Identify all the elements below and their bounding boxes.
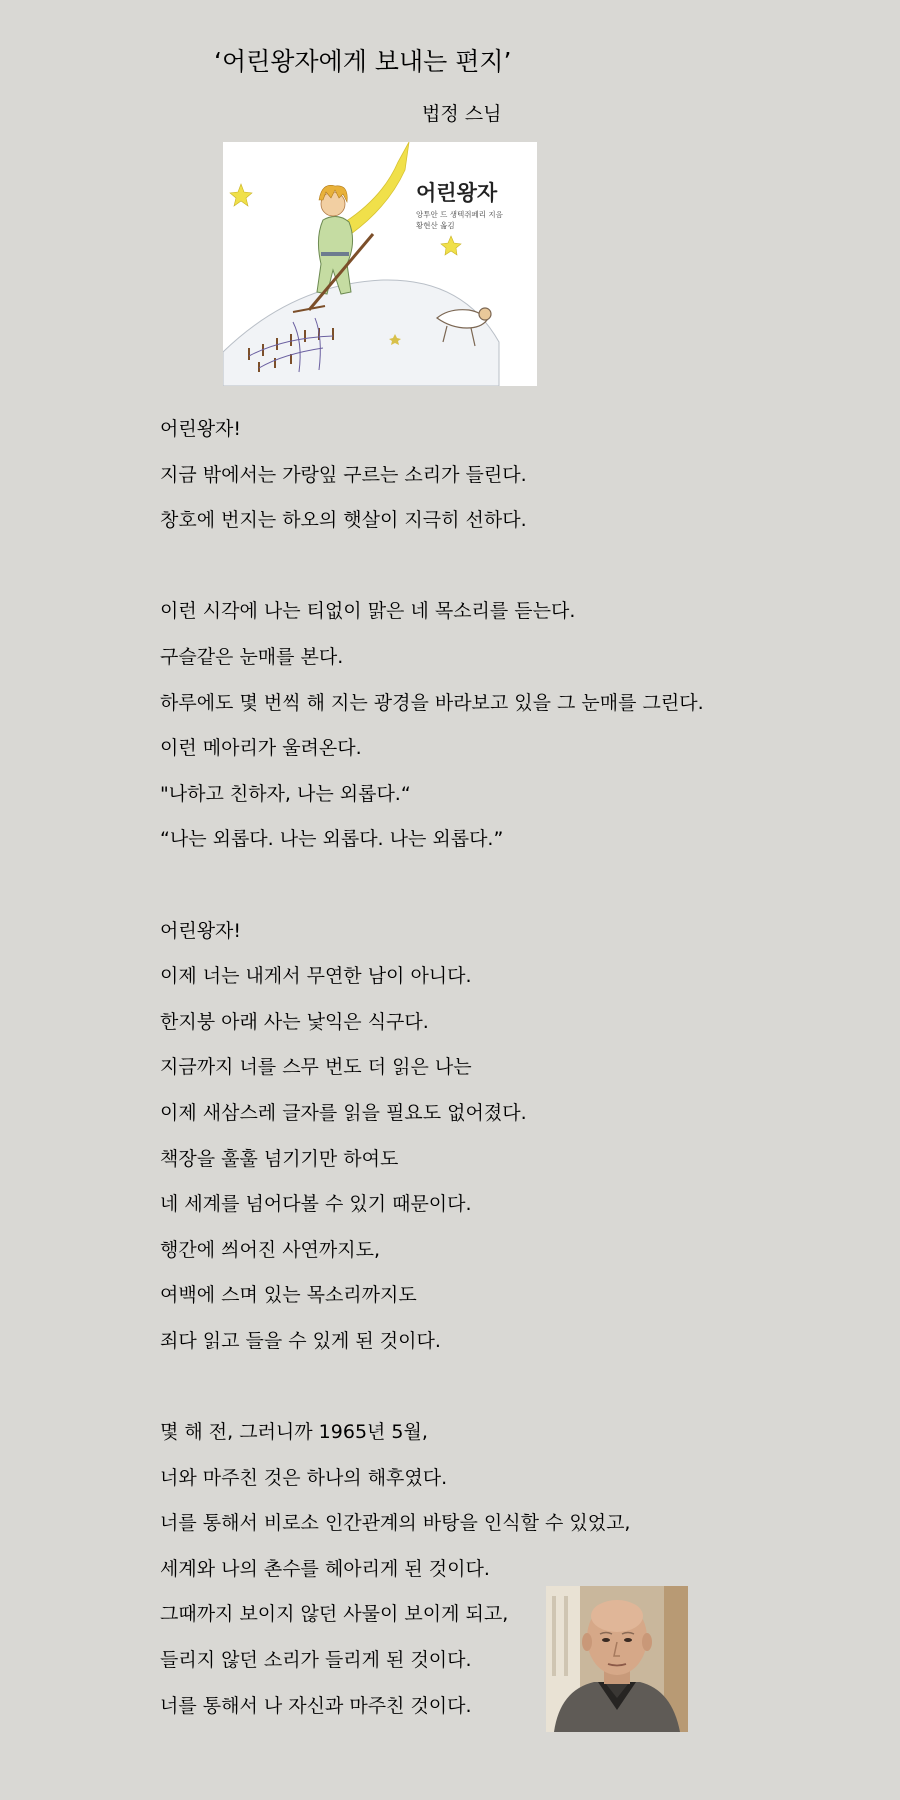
letter-line: 몇 해 전, 그러니까 1965년 5월, (160, 1421, 428, 1444)
letter-line: 죄다 읽고 들을 수 있게 된 것이다. (160, 1329, 441, 1352)
cover-translator-credit: 황현산 옮김 (416, 221, 455, 230)
letter-line: 너를 통해서 나 자신과 마주친 것이다. (160, 1694, 472, 1717)
paragraph-break (160, 550, 880, 596)
paragraph-break (160, 869, 880, 915)
monk-portrait-image (546, 1586, 688, 1732)
letter-line: 지금 밖에서는 가랑잎 구르는 소리가 들린다. (160, 463, 527, 486)
letter-line: "나하고 친하자, 나는 외롭다.“ (160, 782, 411, 805)
letter-line: 세계와 나의 촌수를 헤아리게 된 것이다. (160, 1557, 490, 1580)
book-cover-image (223, 142, 537, 386)
letter-line: 구슬같은 눈매를 본다. (160, 645, 344, 668)
author-name: 법정 스님 (422, 103, 502, 125)
letter-line: 이런 메아리가 울려온다. (160, 737, 362, 760)
letter-line: 너를 통해서 비로소 인간관계의 바탕을 인식할 수 있었고, (160, 1512, 631, 1535)
page-title: ‘어린왕자에게 보내는 편지’ (214, 47, 512, 76)
letter-line: “나는 외롭다. 나는 외롭다. 나는 외롭다.” (160, 828, 504, 851)
letter-line: 들리지 않던 소리가 들리게 된 것이다. (160, 1649, 472, 1672)
letter-line: 한지붕 아래 사는 낯익은 식구다. (160, 1010, 429, 1033)
letter-line: 이제 너는 내게서 무연한 남이 아니다. (160, 965, 472, 988)
little-prince-illustration (223, 142, 537, 386)
letter-line: 하루에도 몇 번씩 해 지는 광경을 바라보고 있을 그 눈매를 그린다. (160, 691, 704, 714)
letter-line: 이런 시각에 나는 티없이 맑은 네 목소리를 듣는다. (160, 600, 576, 623)
letter-line: 어린왕자! (160, 919, 242, 942)
cover-title: 어린왕자 (416, 181, 498, 205)
letter-line: 창호에 번지는 하오의 햇살이 지극히 선하다. (160, 509, 527, 532)
monk-portrait-illustration (546, 1586, 688, 1732)
letter-line: 여백에 스며 있는 목소리까지도 (160, 1284, 417, 1307)
paragraph-break (160, 1370, 880, 1416)
letter-line: 어린왕자! (160, 418, 242, 440)
letter-line: 책장을 훌훌 넘기기만 하여도 (160, 1147, 399, 1170)
letter-line: 네 세계를 넘어다볼 수 있기 때문이다. (160, 1193, 472, 1216)
cover-author-credit: 앙투안 드 생텍쥐페리 지음 (416, 210, 503, 219)
letter-line: 그때까지 보이지 않던 사물이 보이게 되고, (160, 1603, 509, 1626)
letter-line: 행간에 씌어진 사연까지도, (160, 1238, 381, 1261)
letter-body (160, 413, 880, 1735)
letter-line: 이제 새삼스레 글자를 읽을 필요도 없어졌다. (160, 1101, 527, 1124)
letter-line: 지금까지 너를 스무 번도 더 읽은 나는 (160, 1056, 472, 1079)
letter-line: 너와 마주친 것은 하나의 해후였다. (160, 1466, 448, 1489)
